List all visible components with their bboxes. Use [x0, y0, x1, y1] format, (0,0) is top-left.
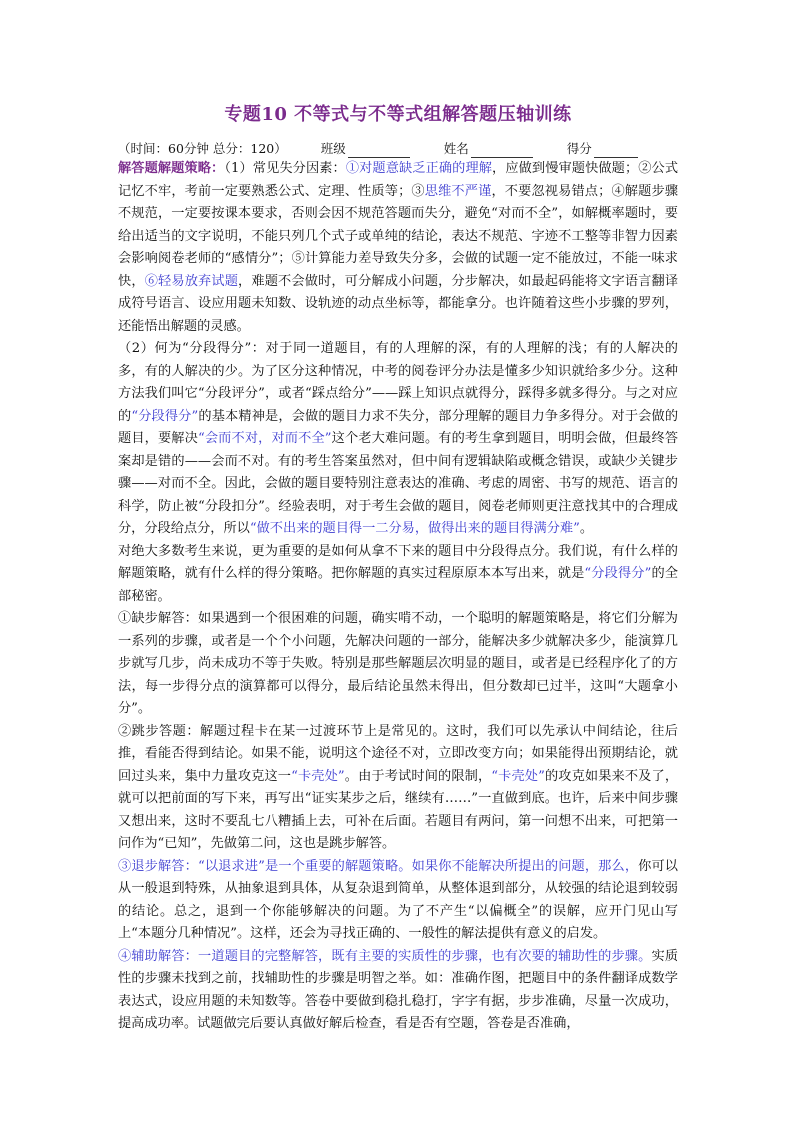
- text-run: ，应做到慢审题快做题；②公式记忆不牢，考前一定要熟悉公式、定理、性质等；③: [118, 161, 679, 199]
- text-run: 对绝大多数考生来说，更为重要的是如何从拿不下来的题目中分段得点分。我们说，有什么样的解题策略，就有什么样的得分策略。把你解题的真实过程原原本本写出来，就是: [118, 543, 678, 581]
- doc-title: 专题10 不等式与不等式组解答题压轴训练: [224, 104, 572, 125]
- highlight-run: “分段得分”: [131, 408, 199, 424]
- text-run: 的基本精神是，会做的题目力求不失分，部分理解的题目力争多得分。对于会做的题目，要解决: [118, 408, 679, 446]
- paragraph-7: [118, 946, 678, 1036]
- name-label: 姓名: [443, 141, 469, 156]
- strategy-heading: 解答题解题策略：: [118, 161, 225, 176]
- text-run: 。: [579, 521, 594, 536]
- score-blank: [594, 145, 638, 158]
- highlight-run: “卡壳处”: [291, 768, 345, 784]
- score-label: 得分: [566, 141, 592, 156]
- highlight-run: “做不出来的题目得一二分易，做得出来的题目得满分难”: [249, 521, 580, 536]
- paragraph-2: [118, 338, 678, 541]
- text-run: 实质性的步骤未找到之前，找辅助性的步骤是明智之举。如：准确作图，把题目中的条件翻译成数学表达式，设应用题的未知数等。答卷中要做到稳扎稳打，字字有据，步步准确，尽量一次成功，提高成功率。试题做完后要认真做好解后检查，看是否有空题，答卷是否准确，: [118, 948, 679, 1031]
- text-run: ②跳步答题：解题过程卡在某一过渡环节上是常见的。这时，我们可以先承认中间结论，往后推，看能否得到结论。如果不能，说明这个途径不对，立即改变方向；如果能得出预期结论，就回过头来，集中力量攻克这一: [118, 723, 678, 784]
- paragraph-1: [118, 158, 678, 338]
- text-run: ，不要忽视易错点；④解题步骤不规范，一定要按课本要求，否则会因不规范答题而失分，避免“对而不全”，如解概率题时，要给出适当的文字说明，不能只列几个式子或单纯的结论，表达不规范、字迹不工整等非智力因素会影响阅卷老师的“感情分”；⑤计算能力差导致失分多，会做的试题一定不能放过，不能一味求快，: [118, 183, 679, 289]
- paragraph-6: [118, 856, 678, 946]
- strategy-body: [118, 158, 678, 1036]
- highlight-run: ①对题意缺乏正确的理解: [345, 161, 493, 176]
- name-blank: [471, 145, 533, 158]
- text-run: 这个老大难问题。有的考生拿到题目，明明会做，但最终答案却是错的——会而不对。有的考生答案虽然对，但中间有逻辑缺陷或概念错误，或缺少关键步骤——对而不全。因此，会做的题目要特别注意表达的准确、考虑的周密、书写的规范、语言的科学，防止被“分段扣分”。经验表明，对于考生会做的题目，阅卷老师则更注意找其中的合理成分，分段给点分，所以: [118, 431, 679, 536]
- highlight-run: “卡壳处”: [491, 768, 545, 784]
- highlight-run: ④辅助解答：一道题目的完整解答，既有主要的实质性的步骤，也有次要的辅助性的步骤。: [118, 948, 652, 964]
- paragraph-4: ①缺步解答：如果遇到一个很困难的问题，确实啃不动，一个聪明的解题策略是，将它们分解为一系列的步骤，或者是一个个小问题，先解决问题的一部分，能解决多少就解决多少，能演算几步就写几步，尚未成功不等于失败。特别是那些解题层次明显的题目，或者是已经程序化了的方法，每一步得分点的演算都可以得分，最后结论虽然未得出，但分数却已过半，这叫“大题拿小分”。: [118, 611, 678, 716]
- document-page: [118, 100, 678, 1036]
- highlight-run: ⑥轻易放弃试题: [144, 273, 239, 289]
- highlight-run: ③退步解答：“以退求进”是一个重要的解题策略。如果你不能解决所提出的问题，那么，: [118, 858, 639, 874]
- text-run: ，难题不会做时，可分解成小问题，分步解决，如最起码能将文字语言翻译成符号语言、设应用题未知数、设轨迹的动点坐标等，都能拿分。也许随着这些小步骤的罗列，还能悟出解题的灵感。: [118, 273, 679, 334]
- highlight-run: “分段得分”: [584, 566, 652, 581]
- text-run: 的攻克如果来不及了，就可以把前面的写下来，再写出“证实某步之后，继续有……”一直做到底。也许，后来中间步骤又想出来，这时不要乱七八糟插上去，可补在后面。若题目有两问，第一问想不出来，可把第一问作为“已知”，先做第二问，这也是跳步解答。: [118, 768, 679, 851]
- highlight-run: 思维不严谨: [424, 183, 492, 199]
- text-run: 的全部秘密。: [118, 566, 679, 604]
- class-label: 班级: [320, 141, 346, 156]
- paragraph-5: [118, 721, 678, 856]
- text-run: （1）常见失分因素：: [224, 161, 346, 176]
- text-run: （2）何为“分段得分”：对于同一道题目，有的人理解的深，有的人理解的浅；有的人解决的多，有的人解决的少。为了区分这种情况，中考的阅卷评分办法是懂多少知识就给多少分。这种方法我们叫它“分段评分”，或者“踩点给分”——踩上知识点就得分，踩得多就多得分。与之对应的: [118, 341, 678, 424]
- text-run: 。由于考试时间的限制，: [344, 768, 492, 784]
- time-score-text: （时间：60分钟 总分：120）: [118, 141, 287, 156]
- highlight-run: “会而不对，对而不全”: [197, 431, 332, 446]
- class-blank: [348, 145, 410, 158]
- paragraph-3: [118, 541, 678, 609]
- text-run: 你可以从一般退到特殊，从抽象退到具体，从复杂退到简单，从整体退到部分，从较强的结论退到较弱的结论。总之，退到一个你能够解决的问题。为了不产生“以偏概全”的误解，应开门见山写上“本题分几种情况”。这样，还会为寻找正确的、一般性的解法提供有意义的启发。: [118, 858, 678, 941]
- exam-meta-line: [118, 140, 678, 158]
